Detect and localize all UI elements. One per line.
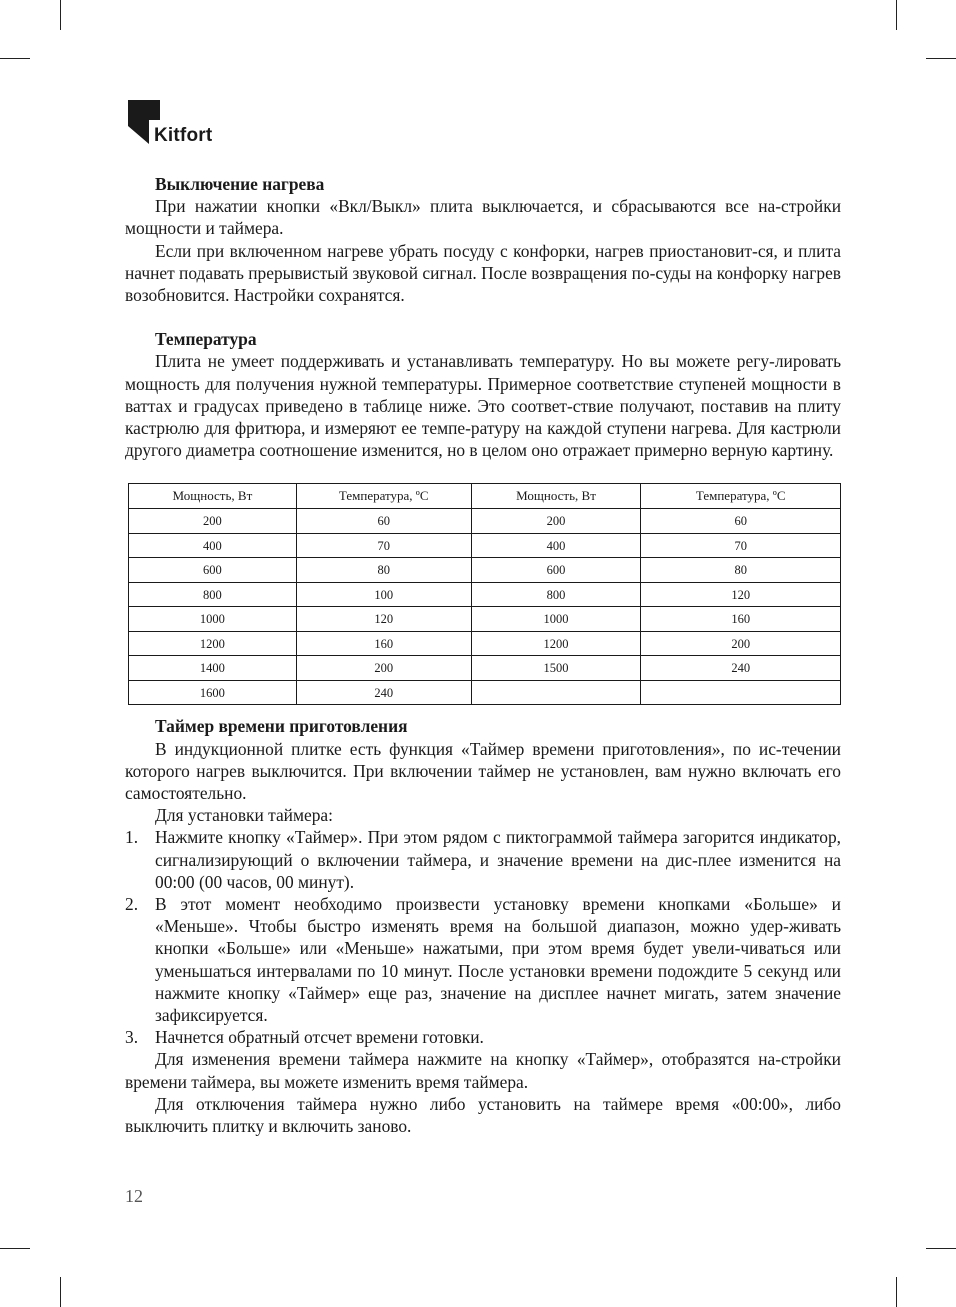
table-cell: 80 <box>641 558 841 583</box>
list-item <box>125 1026 841 1048</box>
section-heading-temperature: Температура <box>155 329 257 350</box>
crop-mark <box>0 1248 30 1249</box>
list-item-number: 1. <box>125 827 139 848</box>
table-cell: 200 <box>471 509 641 534</box>
table-cell: 70 <box>641 533 841 558</box>
table-cell: 70 <box>296 533 471 558</box>
table-header-cell: Мощность, Вт <box>471 484 641 509</box>
table-cell: 1600 <box>129 680 297 705</box>
kitfort-logo <box>127 100 247 150</box>
table-cell: 80 <box>296 558 471 583</box>
table-cell: 120 <box>641 582 841 607</box>
table-cell: 100 <box>296 582 471 607</box>
paragraph: Для изменения времени таймера нажмите на кнопку «Таймер», отобразятся на-стройки времени таймера, вы можете изменить время таймера. <box>125 1049 841 1092</box>
table-header-cell: Температура, ºС <box>296 484 471 509</box>
table-cell: 400 <box>129 533 297 558</box>
table-cell <box>641 680 841 705</box>
crop-mark <box>926 1248 956 1249</box>
timer-steps-list <box>125 826 841 1048</box>
table-cell: 600 <box>471 558 641 583</box>
table-row <box>129 533 841 558</box>
table-cell: 200 <box>296 656 471 681</box>
list-item-number: 2. <box>125 894 139 915</box>
table-cell: 60 <box>641 509 841 534</box>
page-content <box>125 173 841 1137</box>
table-cell: 1400 <box>129 656 297 681</box>
table-cell: 240 <box>296 680 471 705</box>
table-cell: 600 <box>129 558 297 583</box>
table-cell: 160 <box>296 631 471 656</box>
table-cell: 400 <box>471 533 641 558</box>
crop-mark <box>926 58 956 59</box>
table-header-cell: Мощность, Вт <box>129 484 297 509</box>
power-temperature-table <box>128 483 841 705</box>
list-item-number: 3. <box>125 1027 139 1048</box>
table-cell: 1200 <box>471 631 641 656</box>
paragraph: Для отключения таймера нужно либо установить на таймере время «00:00», либо выключить плитку и включить заново. <box>125 1093 841 1137</box>
crop-mark <box>896 1277 897 1307</box>
crop-mark <box>0 58 30 59</box>
section-heading-heat-off: Выключение нагрева <box>155 174 325 194</box>
table-row <box>129 656 841 681</box>
table-cell: 120 <box>296 607 471 632</box>
table-row <box>129 558 841 583</box>
list-item <box>125 893 841 1026</box>
list-item <box>125 826 841 893</box>
table-header-row <box>129 484 841 509</box>
table-cell: 1000 <box>471 607 641 632</box>
table-header-cell: Температура, ºС <box>641 484 841 509</box>
table-cell: 1000 <box>129 607 297 632</box>
table-cell: 60 <box>296 509 471 534</box>
paragraph: При нажатии кнопки «Вкл/Выкл» плита выключается, и сбрасываются все на-стройки мощности и таймера. <box>125 196 841 239</box>
table-cell: 1500 <box>471 656 641 681</box>
table-cell: 800 <box>471 582 641 607</box>
section-heading-timer: Таймер времени приготовления <box>155 716 408 737</box>
crop-mark <box>60 1277 61 1307</box>
table-cell: 240 <box>641 656 841 681</box>
crop-mark <box>60 0 61 30</box>
table-cell: 800 <box>129 582 297 607</box>
page-number: 12 <box>125 1186 143 1206</box>
paragraph: В индукционной плитке есть функция «Таймер времени приготовления», по ис-течении которого нагрев выключится. При включении таймер не установлен, вам нужно включать его самостоятельно. <box>125 738 841 804</box>
table-row <box>129 631 841 656</box>
logo-wordmark: Kitfort <box>154 125 213 146</box>
table-cell: 200 <box>129 509 297 534</box>
list-item-text: Начнется обратный отсчет времени готовки. <box>155 1027 484 1048</box>
table-cell <box>471 680 641 705</box>
table-row <box>129 607 841 632</box>
list-item-text: Нажмите кнопку «Таймер». При этом рядом с пиктограммой таймера загорится индикатор, сигнализирующий о включении таймера, и значение времени на дис-плее изменится на 00:00 (00 часов, 00 минут). <box>155 827 841 892</box>
table-row <box>129 509 841 534</box>
table-cell: 1200 <box>129 631 297 656</box>
paragraph: Плита не умеет поддерживать и устанавливать температуру. Но вы можете регу-лировать мощность для получения нужной температуры. Примерное соответствие ступеней мощности в ваттах и градусах приведено в таблице ниже. Это соответ-ствие получают, поставив на плиту кастрюлю для фритюра, и измеряют ее темпе-ратуру на каждой ступени нагрева. Для кастрюли другого диаметра соотношение изменится, но в целом оно отражает примерно верную картину. <box>125 351 841 461</box>
list-item-text: В этот момент необходимо произвести установку времени кнопками «Больше» и «Меньше». Чтобы быстро изменять время на большой диапазон, можно удер-живать кнопки «Больше» или «Меньше» нажатыми, при этом время будет увели-чиваться или уменьшаться интервалами по 10 минут. После установки времени подождите 5 секунд или нажмите кнопку «Таймер» еще раз, значение на дисплее начнет мигать, затем значение зафиксируется. <box>155 894 841 1026</box>
table-row <box>129 680 841 705</box>
table-row <box>129 582 841 607</box>
table-cell: 200 <box>641 631 841 656</box>
table-cell: 160 <box>641 607 841 632</box>
crop-mark <box>896 0 897 30</box>
paragraph: Для установки таймера: <box>155 805 333 826</box>
paragraph: Если при включенном нагреве убрать посуду с конфорки, нагрев приостановит-ся, и плита начнет подавать прерывистый звуковой сигнал. После возвращения по-суды на конфорку нагрев возобновится. Настройки сохранятся. <box>125 240 842 306</box>
